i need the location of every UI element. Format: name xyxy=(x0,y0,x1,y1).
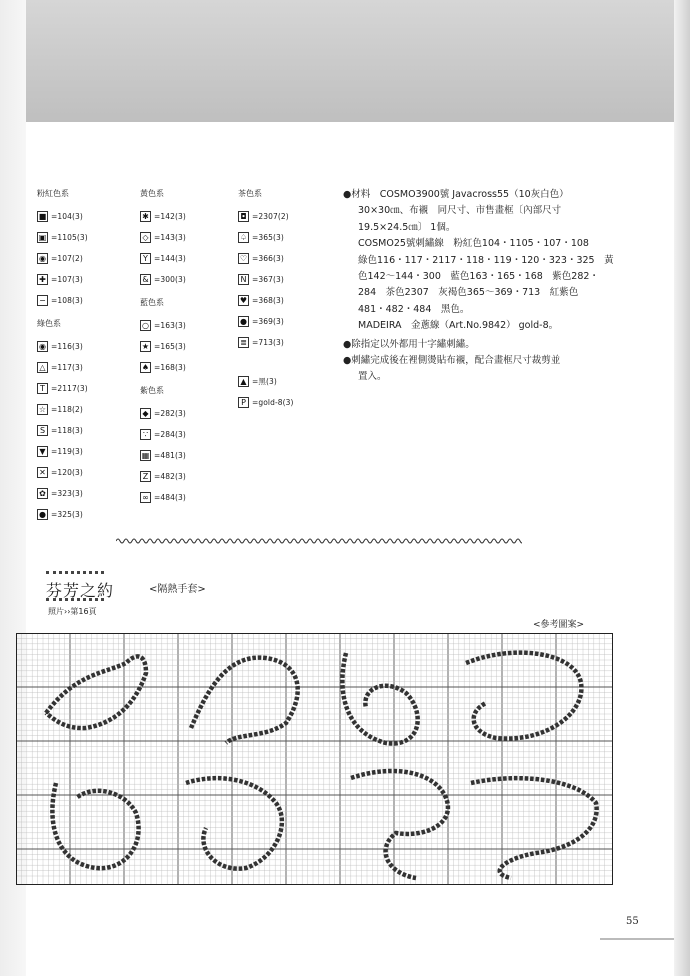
diamond-filled-icon: ◆ xyxy=(140,408,151,419)
triangle-down-icon: ▼ xyxy=(37,446,48,457)
legend-value: =142(3) xyxy=(154,212,186,221)
bullseye-icon: ◉ xyxy=(37,341,48,352)
reference-label: <參考圖案> xyxy=(533,620,585,630)
spade-outline-icon: ♤ xyxy=(239,232,248,242)
dot-icon: ● xyxy=(238,316,249,327)
legend-value: =104(3) xyxy=(51,212,83,221)
legend-item xyxy=(37,441,88,462)
legend-value: =323(3) xyxy=(51,489,83,498)
legend-category: 紫色系 xyxy=(140,386,164,395)
star-filled-icon: ★ xyxy=(141,341,150,351)
circle-in-square-icon: ◉ xyxy=(37,253,48,264)
bottom-rule xyxy=(600,938,674,940)
legend-value: =119(3) xyxy=(51,447,83,456)
legend-item xyxy=(140,248,186,269)
materials-line: 綠色116・117・2117・118・119・120・323・325 黃 xyxy=(358,254,614,266)
diamond-outline-icon: ◇ xyxy=(140,232,151,243)
hatch-icon: ▦ xyxy=(141,450,150,460)
scan-margin-right xyxy=(674,0,690,976)
legend-item xyxy=(238,248,294,269)
heart-outline-icon: ♡ xyxy=(239,253,248,263)
legend-value: =2307(2) xyxy=(252,212,289,221)
materials-line: ●材料 COSMO3900號 Javacross55（10灰白色） xyxy=(343,189,569,200)
materials-line: 481・482・484 黑色。 xyxy=(358,303,470,315)
legend-item xyxy=(37,378,88,399)
legend-category: 粉紅色系 xyxy=(37,189,69,198)
legend-value: =108(3) xyxy=(51,296,83,305)
square-in-square-icon: ◘ xyxy=(238,211,249,222)
legend-value: =118(3) xyxy=(51,426,83,435)
legend-value: =116(3) xyxy=(51,342,83,351)
dots-icon: ∵ xyxy=(140,429,151,440)
legend-value: =369(3) xyxy=(252,317,284,326)
legend-value: =368(3) xyxy=(252,296,284,305)
s-letter-icon: S xyxy=(37,425,48,436)
page-number: 55 xyxy=(626,916,639,927)
cross-stitch-chart xyxy=(16,633,613,885)
legend-value: =120(3) xyxy=(51,468,83,477)
legend-value: =gold-8(3) xyxy=(252,398,294,407)
legend-item xyxy=(140,466,186,487)
legend-value: =366(3) xyxy=(252,254,284,263)
title-dots-top xyxy=(46,571,104,574)
stitch-outline xyxy=(186,778,282,868)
z-letter-icon: Z xyxy=(140,471,151,482)
legend-value: =143(3) xyxy=(154,233,186,242)
photo-reference: 照片››第16頁 xyxy=(48,607,97,616)
infinity-icon: ∞ xyxy=(140,492,151,503)
legend-value: =1105(3) xyxy=(51,233,88,242)
legend-item xyxy=(238,311,294,332)
legend-item xyxy=(140,269,186,290)
legend-value: =118(2) xyxy=(51,405,83,414)
legend-item xyxy=(238,332,294,353)
cross-icon: ✚ xyxy=(37,274,48,285)
legend-item xyxy=(37,399,88,420)
legend-item xyxy=(140,336,186,357)
legend-item xyxy=(238,371,294,392)
ampersand-icon: & xyxy=(140,274,151,285)
legend-value: =284(3) xyxy=(154,430,186,439)
legend-item xyxy=(238,392,294,413)
legend-value: =367(3) xyxy=(252,275,284,284)
legend-item xyxy=(140,445,186,466)
legend-item xyxy=(238,290,294,311)
legend-value: =713(3) xyxy=(252,338,284,347)
legend-value: =107(2) xyxy=(51,254,83,263)
legend-item xyxy=(37,227,88,248)
legend-item xyxy=(37,269,88,290)
note-line: 置入。 xyxy=(358,371,387,383)
circle-outline-icon: ○ xyxy=(140,320,151,331)
materials-line: 30×30㎝、布襯 同尺寸、市售畫框〔內部尺寸 xyxy=(358,205,562,217)
n-letter-icon: N xyxy=(238,274,249,285)
legend-value: =365(3) xyxy=(252,233,284,242)
legend-value: =481(3) xyxy=(154,451,186,460)
legend-column-3 xyxy=(238,188,294,413)
project-label: <隔熱手套> xyxy=(149,584,206,595)
legend-item xyxy=(37,206,88,227)
ring-icon: ● xyxy=(37,509,48,520)
legend-column-1 xyxy=(37,188,88,525)
wavy-divider xyxy=(116,536,522,546)
legend-value: =117(3) xyxy=(51,363,83,372)
title-dots-bottom xyxy=(46,598,104,601)
filled-square-icon: ■ xyxy=(38,211,47,221)
legend-item xyxy=(140,315,186,336)
legend-value: =325(3) xyxy=(51,510,83,519)
legend-item xyxy=(140,206,186,227)
stitch-outline xyxy=(342,653,417,743)
legend-item xyxy=(140,227,186,248)
legend-item xyxy=(37,357,88,378)
legend-value: =黑(3) xyxy=(252,377,277,386)
legend-value: =482(3) xyxy=(154,472,186,481)
legend-value: =300(3) xyxy=(154,275,186,284)
legend-item xyxy=(238,227,294,248)
scan-shadow-top xyxy=(0,0,690,122)
legend-value: =107(3) xyxy=(51,275,83,284)
spade-icon: ♠ xyxy=(141,362,150,372)
lines-icon: ≣ xyxy=(238,337,249,348)
legend-category: 藍色系 xyxy=(140,298,164,307)
legend-value: =163(3) xyxy=(154,321,186,330)
heart-filled-icon: ♥ xyxy=(239,295,248,305)
materials-line: 19.5×24.5㎝〕 1個。 xyxy=(358,221,456,233)
note-line: ●除指定以外都用十字繡刺繡。 xyxy=(343,338,475,350)
legend-value: =484(3) xyxy=(154,493,186,502)
legend-item xyxy=(238,206,294,227)
legend-item xyxy=(37,504,88,525)
materials-line: 色142～144・300 藍色163・165・168 紫色282・ xyxy=(358,271,599,283)
legend-item xyxy=(37,336,88,357)
double-square-icon: ▣ xyxy=(38,232,47,242)
legend-value: =165(3) xyxy=(154,342,186,351)
minus-icon: − xyxy=(37,295,48,306)
stitch-outline xyxy=(52,783,138,868)
asterisk-icon: ✱ xyxy=(140,211,151,222)
legend-item xyxy=(37,248,88,269)
flower-icon: ✿ xyxy=(37,488,48,499)
legend-item xyxy=(37,420,88,441)
legend-item xyxy=(140,403,186,424)
legend-item xyxy=(37,290,88,311)
chart-border xyxy=(17,634,613,885)
x-letter-icon: ✕ xyxy=(37,467,48,478)
legend-category: 茶色系 xyxy=(238,189,262,198)
triangle-outline-icon: △ xyxy=(37,362,48,373)
triangle-filled-icon: ▲ xyxy=(238,376,249,387)
y-letter-icon: Y xyxy=(140,253,151,264)
notes-list xyxy=(343,337,633,386)
materials-line: MADEIRA 金蔥線（Art.No.9842） gold-8。 xyxy=(358,320,559,332)
legend-item xyxy=(140,424,186,445)
section-title: 芬芳之約 xyxy=(46,581,115,600)
legend-value: =2117(3) xyxy=(51,384,88,393)
legend-item xyxy=(140,357,186,378)
note-line: ●刺繡完成後在裡側燙貼布襯，配合畫框尺寸裁剪並 xyxy=(343,355,561,367)
legend-value: =168(3) xyxy=(154,363,186,372)
materials-block xyxy=(343,187,633,386)
legend-item xyxy=(238,269,294,290)
legend-column-2 xyxy=(140,188,186,508)
legend-category: 綠色系 xyxy=(37,319,61,328)
legend-value: =144(3) xyxy=(154,254,186,263)
legend-item xyxy=(37,483,88,504)
t-letter-icon: T xyxy=(37,383,48,394)
legend-category: 黃色系 xyxy=(140,189,164,198)
materials-list xyxy=(343,187,633,335)
p-letter-icon: P xyxy=(238,397,249,408)
materials-line: COSMO25號刺繡線 粉紅色104・1105・107・108 xyxy=(358,238,589,250)
legend-item xyxy=(140,487,186,508)
materials-line: 284 茶色2307 灰褐色365～369・713 紅紫色 xyxy=(358,287,579,299)
legend-value: =282(3) xyxy=(154,409,186,418)
star-outline-icon: ☆ xyxy=(38,404,47,414)
legend-item xyxy=(37,462,88,483)
